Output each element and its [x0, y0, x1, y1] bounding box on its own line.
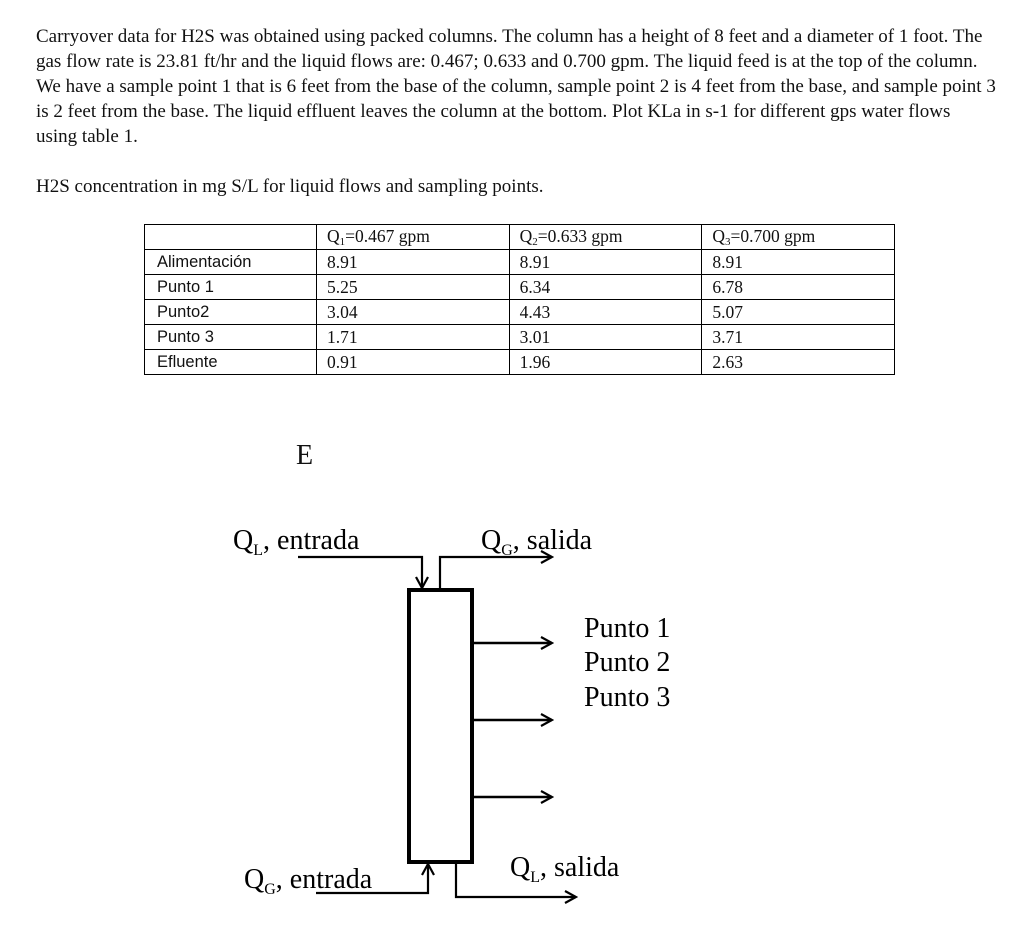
point-2-label: Punto 2: [584, 647, 671, 678]
point-1-label: Punto 1: [584, 613, 671, 644]
gas-outlet-arrow: [440, 557, 552, 590]
header-q1: $Q_1=0.467$ gpm: [317, 225, 510, 250]
header-q2: $Q_2=0.633$ gpm: [509, 225, 702, 250]
point-3-label: Punto 3: [584, 682, 671, 713]
table-cell: 8.91: [702, 250, 895, 275]
figure-letter: E: [296, 440, 314, 471]
header-q3: $Q_3=0.700$ gpm: [702, 225, 895, 250]
table-cell: 6.78: [702, 275, 895, 300]
row-label: Punto2: [145, 300, 317, 325]
liquid-inlet-label: $Q_L$, entrada: [233, 525, 360, 559]
packed-column: [409, 590, 472, 862]
table-cell: 5.25: [317, 275, 510, 300]
table-cell: 5.07: [702, 300, 895, 325]
table-cell: 3.04: [317, 300, 510, 325]
row-label: Efluente: [145, 350, 317, 375]
table-cell: 8.91: [317, 250, 510, 275]
table-cell: 1.96: [509, 350, 702, 375]
table-cell: 4.43: [509, 300, 702, 325]
table-cell: 1.71: [317, 325, 510, 350]
table-cell: 3.01: [509, 325, 702, 350]
table-cell: 0.91: [317, 350, 510, 375]
table-cell: 6.34: [509, 275, 702, 300]
table-cell: 2.63: [702, 350, 895, 375]
row-label: Alimentación: [145, 250, 317, 275]
liquid-inlet-arrow: [298, 557, 422, 588]
row-label: Punto 3: [145, 325, 317, 350]
problem-statement: Carryover data for H2S was obtained using packed columns. The column has a height of 8 feet and a diameter of 1 foot. The gas flow rate is 23.81 ft/hr and the liquid flows are: 0.467; 0.633 and 0.700 gpm. The liquid feed is at the top of the column. We have a sample point 1 that is 6 feet from the base of the column, sample point 2 is 4 feet from the base, and sample point 3 is 2 feet from the base. The liquid effluent leaves the column at the bottom. Plot KLa in s-1 for different gps water flows using table 1.: [36, 26, 996, 147]
table-cell: 8.91: [509, 250, 702, 275]
gas-inlet-label: $Q_G$, entrada: [244, 864, 373, 898]
table-caption: H2S concentration in mg S/L for liquid flows and sampling points.: [36, 176, 544, 197]
gas-outlet-label: $Q_G$, salida: [481, 525, 593, 559]
row-label: Punto 1: [145, 275, 317, 300]
liquid-outlet-label: $Q_L$, salida: [510, 852, 620, 886]
table-cell: 3.71: [702, 325, 895, 350]
